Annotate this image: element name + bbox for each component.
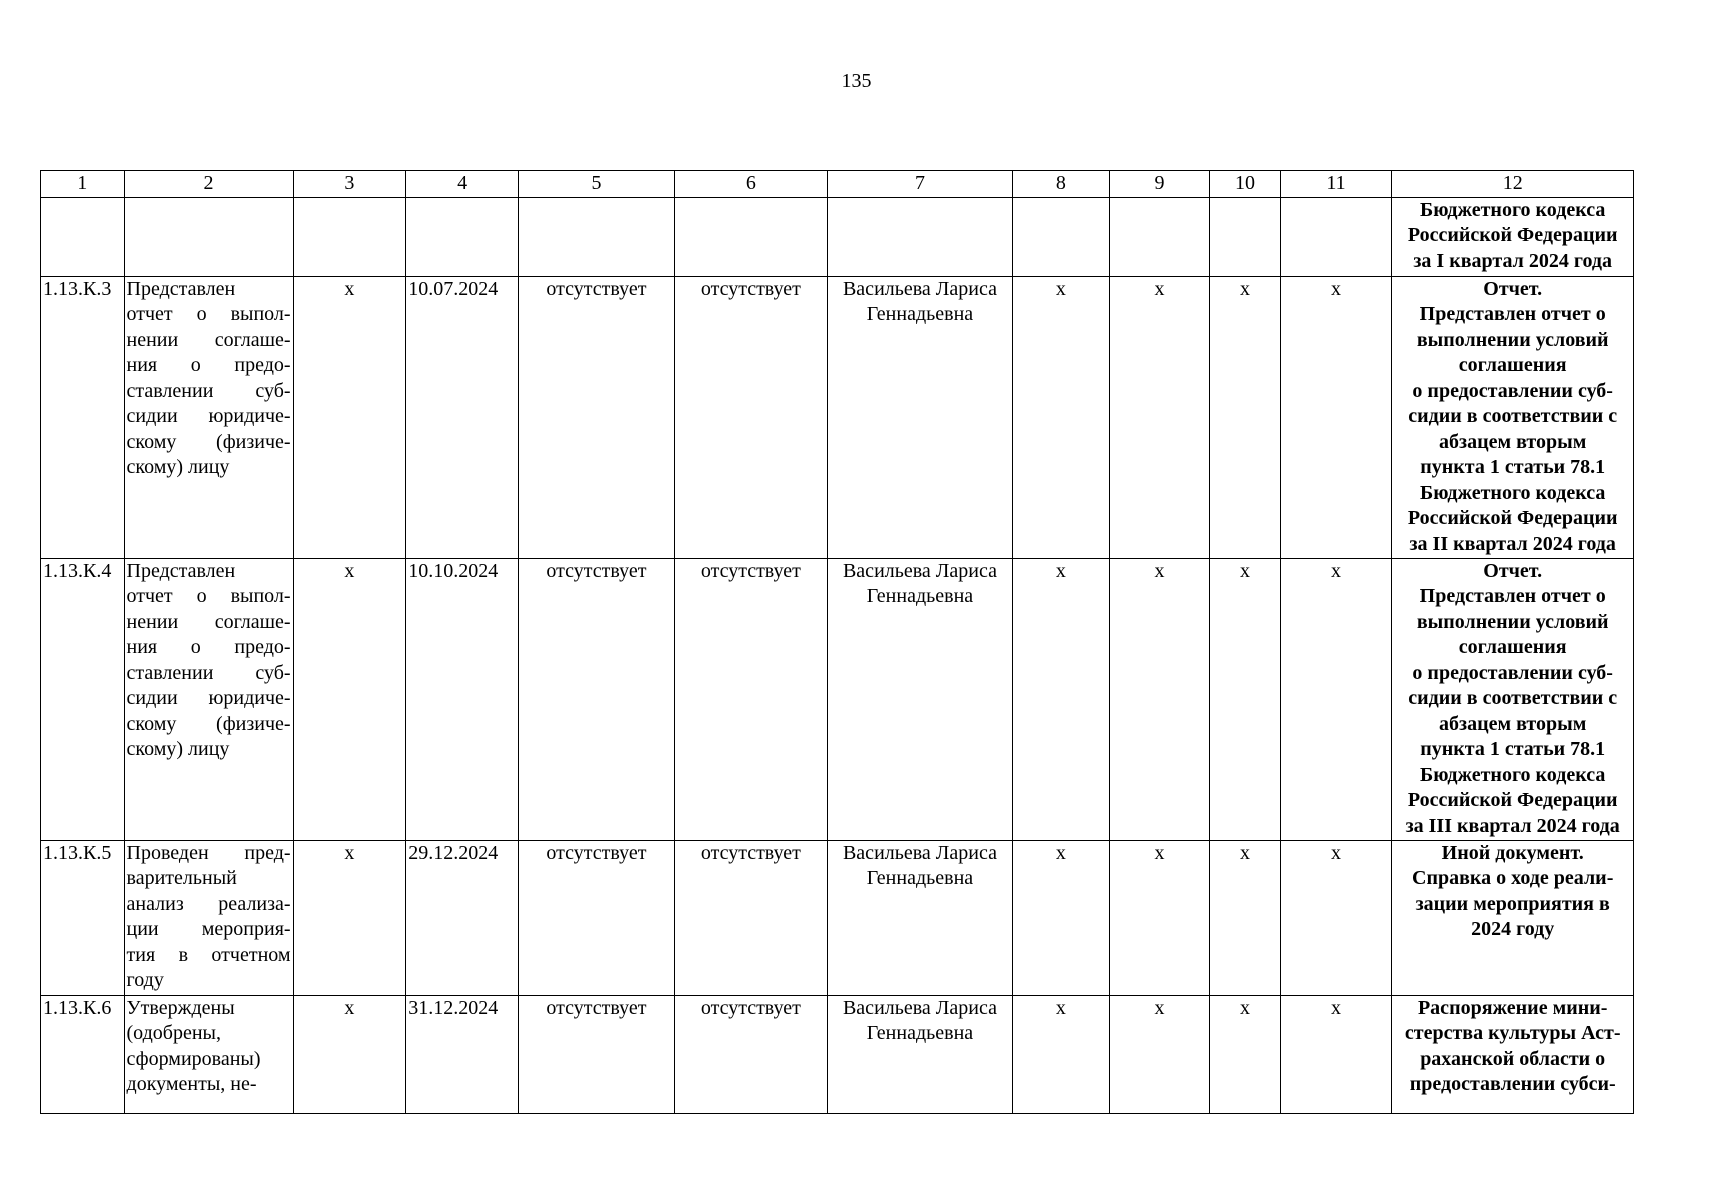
marker-x: x — [293, 840, 406, 995]
responsible-person — [827, 995, 1012, 1113]
result-line: Представлен отчет о — [1419, 585, 1606, 607]
description-line: нении соглаше- — [126, 610, 291, 633]
responsible-line: Геннадьевна — [866, 585, 974, 607]
event-code: 1.13.К.4 — [41, 558, 125, 840]
marker-x: x — [1210, 995, 1280, 1113]
result-line: 2024 году — [1471, 918, 1555, 940]
status-value: отсутствует — [674, 995, 827, 1113]
description-line: скому) лицу — [126, 456, 230, 478]
marker-x: x — [293, 558, 406, 840]
marker-x: x — [1210, 558, 1280, 840]
description-line: анализ реализа- — [126, 892, 291, 915]
responsible-line: Васильева Лариса — [842, 841, 997, 864]
marker-x: x — [1210, 840, 1280, 995]
marker-x: x — [1210, 276, 1280, 558]
column-header: 7 — [827, 171, 1012, 198]
event-description — [124, 995, 293, 1113]
description-line: варительный — [126, 867, 237, 889]
marker-x: x — [1109, 995, 1210, 1113]
status-value: отсутствует — [674, 840, 827, 995]
description-line: году — [126, 969, 164, 991]
result-line: о предоставлении суб- — [1412, 379, 1613, 402]
empty-cell — [1280, 197, 1392, 276]
responsible-line: Геннадьевна — [866, 303, 974, 325]
marker-x: x — [1280, 840, 1392, 995]
status-value: отсутствует — [674, 276, 827, 558]
empty-cell — [293, 197, 406, 276]
description-line: Проведен пред- — [126, 841, 291, 864]
result-cell — [1392, 995, 1634, 1113]
result-line: зации мероприятия в — [1415, 892, 1610, 915]
result-line: пункта 1 статьи 78.1 — [1420, 738, 1606, 760]
marker-x: x — [1280, 995, 1392, 1113]
event-date: 10.10.2024 — [406, 558, 519, 840]
marker-x: x — [1280, 276, 1392, 558]
event-description — [124, 276, 293, 558]
description-line: сидии юридиче- — [126, 687, 291, 709]
event-description — [124, 840, 293, 995]
event-description — [124, 558, 293, 840]
table-row — [41, 840, 1634, 995]
responsible-line: Геннадьевна — [866, 867, 974, 889]
result-line: предоставлении субси- — [1409, 1073, 1616, 1095]
responsible-person — [827, 840, 1012, 995]
result-line: соглашения — [1458, 354, 1567, 376]
result-line: Отчет. — [1483, 277, 1543, 300]
responsible-line: Васильева Лариса — [842, 559, 997, 582]
status-value: отсутствует — [518, 995, 674, 1113]
result-cell — [1392, 197, 1634, 276]
column-header: 4 — [406, 171, 519, 198]
result-line: Бюджетного кодекса — [1420, 198, 1606, 221]
table-row — [41, 558, 1634, 840]
column-header: 1 — [41, 171, 125, 198]
result-line: Представлен отчет о — [1419, 303, 1606, 325]
event-code: 1.13.К.3 — [41, 276, 125, 558]
status-value: отсутствует — [518, 558, 674, 840]
description-line: отчет о выпол- — [126, 585, 291, 607]
result-line: абзацем вторым — [1439, 712, 1587, 735]
status-value: отсутствует — [518, 840, 674, 995]
description-line: ставлении суб- — [126, 379, 291, 402]
marker-x: x — [1109, 840, 1210, 995]
marker-x: x — [293, 995, 406, 1113]
result-line: Российской Федерации — [1407, 789, 1618, 811]
marker-x: x — [1013, 276, 1110, 558]
column-header: 2 — [124, 171, 293, 198]
marker-x: x — [1280, 558, 1392, 840]
result-cell — [1392, 558, 1634, 840]
page-number: 135 — [841, 70, 872, 92]
column-header: 10 — [1210, 171, 1280, 198]
column-header: 6 — [674, 171, 827, 198]
result-line: за I квартал 2024 года — [1413, 249, 1612, 272]
empty-cell — [674, 197, 827, 276]
responsible-line: Васильева Лариса — [842, 277, 997, 300]
column-header: 3 — [293, 171, 406, 198]
result-line: сидии в соответствии с — [1408, 405, 1618, 427]
description-line: ния о предо- — [126, 354, 291, 376]
empty-cell — [1109, 197, 1210, 276]
description-line: (одобрены, — [126, 1022, 221, 1044]
marker-x: x — [1013, 995, 1110, 1113]
description-line: Представлен — [126, 559, 236, 582]
marker-x: x — [1109, 558, 1210, 840]
responsible-line: Геннадьевна — [866, 1022, 974, 1044]
table-row — [41, 995, 1634, 1113]
result-line: Бюджетного кодекса — [1420, 481, 1606, 504]
result-line: соглашения — [1458, 636, 1567, 658]
empty-cell — [827, 197, 1012, 276]
column-header: 8 — [1013, 171, 1110, 198]
column-header: 9 — [1109, 171, 1210, 198]
empty-cell — [124, 197, 293, 276]
result-cell — [1392, 276, 1634, 558]
event-code: 1.13.К.5 — [41, 840, 125, 995]
events-table — [40, 170, 1634, 1114]
result-line: выполнении условий — [1416, 328, 1609, 351]
result-line: сидии в соответствии с — [1408, 687, 1618, 709]
result-cell — [1392, 840, 1634, 995]
event-date: 10.07.2024 — [406, 276, 519, 558]
responsible-person — [827, 276, 1012, 558]
result-line: раханской области о — [1420, 1047, 1606, 1070]
result-line: за III квартал 2024 года — [1405, 814, 1620, 837]
result-line: Российской Федерации — [1407, 224, 1618, 246]
result-line: о предоставлении суб- — [1412, 661, 1613, 684]
result-line: Бюджетного кодекса — [1420, 763, 1606, 786]
marker-x: x — [1013, 558, 1110, 840]
description-line: нении соглаше- — [126, 328, 291, 351]
description-line: ставлении суб- — [126, 661, 291, 684]
responsible-person — [827, 558, 1012, 840]
table-row — [41, 276, 1634, 558]
continuation-row — [41, 197, 1634, 276]
result-line: Отчет. — [1483, 559, 1543, 582]
status-value: отсутствует — [674, 558, 827, 840]
marker-x: x — [1109, 276, 1210, 558]
description-line: документы, не- — [126, 1073, 257, 1095]
result-line: за II квартал 2024 года — [1409, 532, 1616, 555]
marker-x: x — [1013, 840, 1110, 995]
description-line: отчет о выпол- — [126, 303, 291, 325]
description-line: Представлен — [126, 277, 236, 300]
column-header: 11 — [1280, 171, 1392, 198]
description-line: ния о предо- — [126, 636, 291, 658]
empty-cell — [1210, 197, 1280, 276]
description-line: ции мероприя- — [126, 918, 291, 940]
result-line: Справка о ходе реали- — [1412, 867, 1614, 889]
event-date: 31.12.2024 — [406, 995, 519, 1113]
result-line: Иной документ. — [1441, 841, 1584, 864]
empty-cell — [1013, 197, 1110, 276]
description-line: сидии юридиче- — [126, 405, 291, 427]
result-line: стерства культуры Аст- — [1404, 1022, 1621, 1044]
result-line: выполнении условий — [1416, 610, 1609, 633]
event-date: 29.12.2024 — [406, 840, 519, 995]
column-header: 5 — [518, 171, 674, 198]
marker-x: x — [293, 276, 406, 558]
description-line: скому (физиче- — [126, 430, 291, 453]
empty-cell — [41, 197, 125, 276]
responsible-line: Васильева Лариса — [842, 996, 997, 1019]
header-row — [41, 171, 1634, 198]
description-line: скому (физиче- — [126, 712, 291, 735]
empty-cell — [406, 197, 519, 276]
column-header: 12 — [1392, 171, 1634, 198]
status-value: отсутствует — [518, 276, 674, 558]
description-line: скому) лицу — [126, 738, 230, 760]
result-line: абзацем вторым — [1439, 430, 1587, 453]
empty-cell — [518, 197, 674, 276]
description-line: Утверждены — [126, 996, 235, 1019]
result-line: Распоряжение мини- — [1417, 996, 1608, 1019]
result-line: пункта 1 статьи 78.1 — [1420, 456, 1606, 478]
event-code: 1.13.К.6 — [41, 995, 125, 1113]
result-line: Российской Федерации — [1407, 507, 1618, 529]
description-line: тия в отчетном — [126, 943, 291, 966]
description-line: сформированы) — [126, 1047, 261, 1070]
